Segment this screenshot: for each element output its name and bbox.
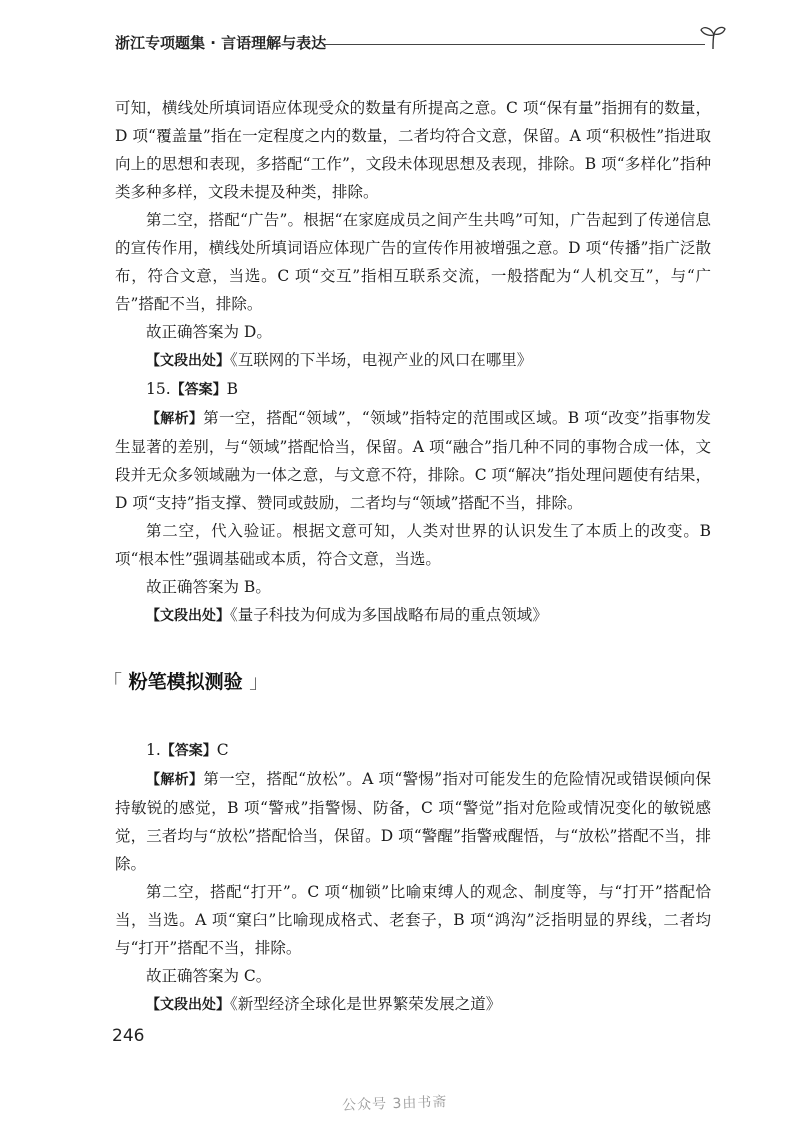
- answer-line: [115, 375, 711, 404]
- header-rule: [323, 44, 705, 45]
- analysis-paragraph: [115, 404, 711, 517]
- answer-line: [115, 736, 711, 765]
- source-label: 【文段出处】: [146, 997, 230, 1013]
- question-number: 15.: [146, 380, 171, 398]
- analysis-label: 【解析】: [146, 411, 204, 427]
- paragraph: 第二空，搭配“广告”。根据“在家庭成员之间产生共鸣”可知，广告起到了传递信息的宣传作用，横线处所填词语应体现广告的宣传作用被增强之意。D 项“传播”指广泛散布，符合文意，当选。C 项“交互”指相互联系交流，一般搭配为“人机交互”，与“广告”搭配不当，排除。: [115, 211, 711, 313]
- source-line: [115, 990, 711, 1019]
- conclusion: 故正确答案为 D。: [146, 323, 272, 341]
- page-number: 246: [112, 1026, 145, 1046]
- source-label: 【文段出处】: [146, 353, 230, 369]
- corner-bracket-open: 「: [103, 671, 123, 693]
- section-heading: [103, 668, 711, 696]
- page-body: [103, 94, 711, 1019]
- analysis-text: 第一空，搭配“放松”。A 项“警惕”指对可能发生的危险情况或错误倾向保持敏锐的感觉，B 项“警戒”指警惕、防备，C 项“警觉”指对危险或情况变化的敏锐感觉，三者均与“放松”搭配恰当，保留。D 项“警醒”指警戒醒悟，与“放松”搭配不当，排除。: [115, 770, 711, 873]
- answer-label: 【答案】: [170, 382, 227, 398]
- conclusion: 故正确答案为 B。: [146, 578, 271, 596]
- paragraph: 第二空，代入验证。根据文意可知，人类对世界的认识发生了本质上的改变。B 项“根本性”强调基础或本质，符合文意，当选。: [115, 522, 711, 568]
- answer-label: 【答案】: [160, 743, 217, 759]
- watermark: 公众号 3由书斋: [341, 1094, 448, 1114]
- analysis-label: 【解析】: [146, 772, 204, 788]
- page-header: [115, 30, 727, 54]
- question-number: 1.: [146, 741, 161, 759]
- answer-value: C: [216, 741, 229, 759]
- paragraph: 可知，横线处所填词语应体现受众的数量有所提高之意。C 项“保有量”指拥有的数量，D 项“覆盖量”指在一定程度之内的数量，二者均符合文意，保留。A 项“积极性”指进取向上的思想和表现，多搭配“工作”，文段未体现思想及表现，排除。B 项“多样化”指种类多种多样，文段未提及种类，排除。: [115, 99, 711, 201]
- source-line: [115, 601, 711, 630]
- section-title: 粉笔模拟测验: [128, 671, 243, 693]
- header-title: 浙江专项题集 · 言语理解与表达: [115, 34, 327, 52]
- source-label: 【文段出处】: [146, 608, 230, 624]
- analysis-paragraph: [115, 765, 711, 878]
- source-line: [115, 346, 711, 375]
- source-title: 《互联网的下半场，电视产业的风口在哪里》: [230, 351, 533, 369]
- paragraph: 第二空，搭配“打开”。C 项“枷锁”比喻束缚人的观念、制度等，与“打开”搭配恰当，当选。A 项“窠臼”比喻现成格式、老套子，B 项“鸿沟”泛指明显的界线，二者均与“打开”搭配不当，排除。: [115, 883, 711, 957]
- source-title: 《新型经济全球化是世界繁荣发展之道》: [230, 995, 502, 1013]
- corner-bracket-close: 」: [249, 671, 269, 693]
- conclusion: 故正确答案为 C。: [146, 967, 272, 985]
- source-title: 《量子科技为何成为多国战略布局的重点领域》: [230, 606, 548, 624]
- analysis-text: 第一空，搭配“领域”，“领域”指特定的范围或区域。B 项“改变”指事物发生显著的差别，与“领域”搭配恰当，保留。A 项“融合”指几种不同的事物合成一体，文段并无众多领域融为一体之意，与文意不符，排除。C 项“解决”指处理问题使有结果，D 项“支持”指支撑、赞同或鼓励，二者均与“领域”搭配不当，排除。: [115, 409, 711, 512]
- answer-value: B: [226, 380, 239, 398]
- sprout-icon: [699, 24, 727, 50]
